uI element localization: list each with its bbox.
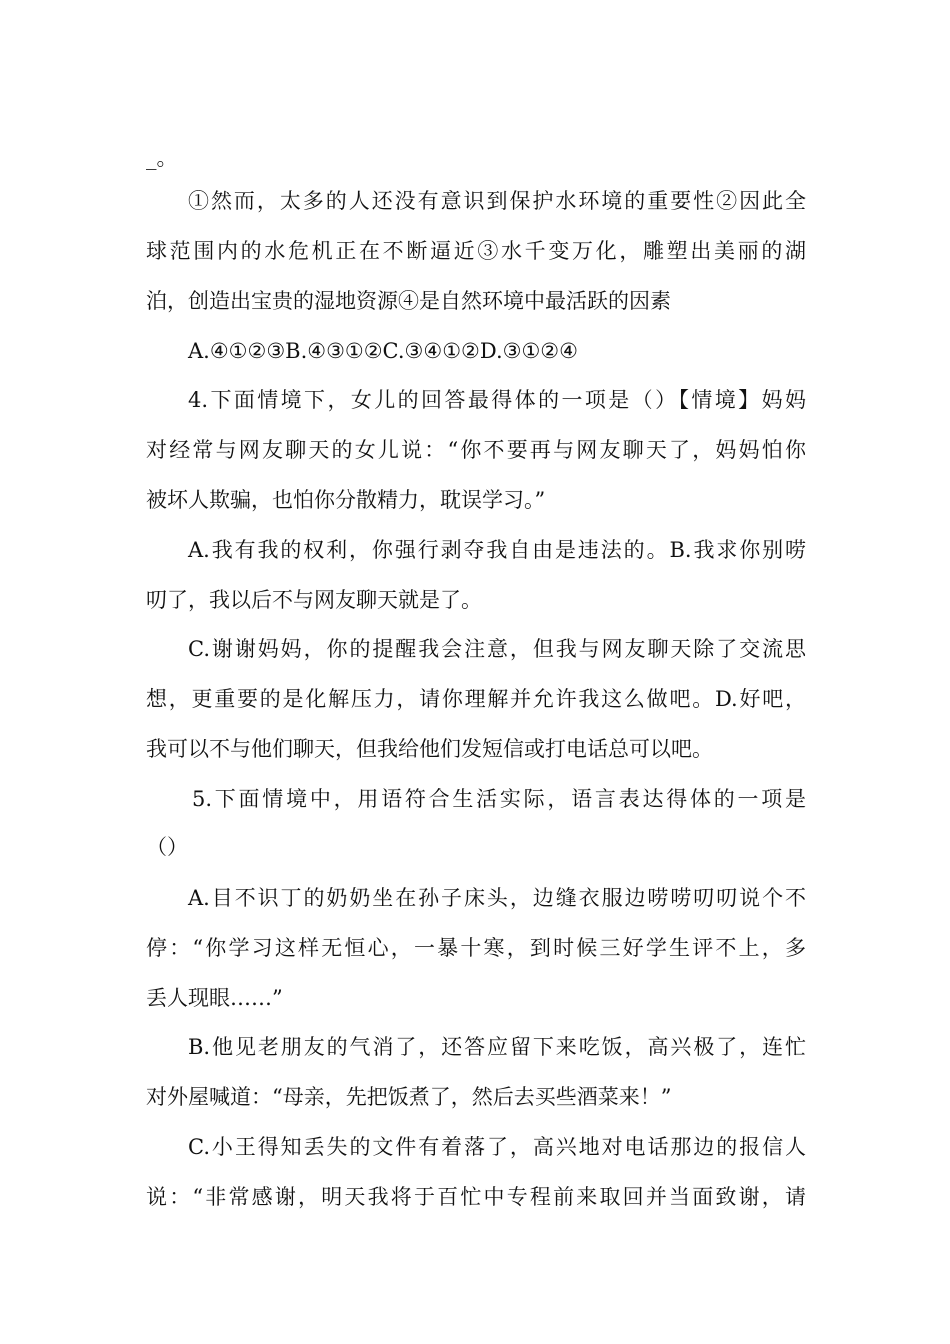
text-line-fragment: _。 [146, 146, 178, 170]
text-line: 对外屋喊道：“母亲，先把饭煮了，然后去买些酒菜来！” [146, 1085, 672, 1109]
text-line-q4-option-a: A.我有我的权利，你强行剥夺我自由是违法的。B.我求你别唠 [188, 538, 806, 562]
text-line: 丢人现眼……” [146, 986, 283, 1010]
text-line-q5-option-c: C.小王得知丢失的文件有着落了，高兴地对电话那边的报信人 [188, 1135, 806, 1159]
text-line-q5-option-b: B.他见老朋友的气消了，还答应留下来吃饭，高兴极了，连忙 [188, 1035, 806, 1059]
text-line: 我可以不与他们聊天，但我给他们发短信或打电话总可以吧。 [146, 737, 713, 761]
text-line: 叨了，我以后不与网友聊天就是了。 [146, 588, 482, 612]
text-line-q5-option-a: A.目不识丁的奶奶坐在孙子床头，边缝衣服边唠唠叨叨说个不 [188, 886, 806, 910]
text-line: （） [146, 835, 188, 859]
text-line: 被坏人欺骗，也怕你分散精力，耽误学习。” [146, 488, 546, 512]
text-line-q5: 5.下面情境中，用语符合生活实际，语言表达得体的一项是 [192, 787, 806, 811]
text-line-q3-options: ①然而，太多的人还没有意识到保护水环境的重要性②因此全 [188, 189, 806, 213]
text-line-q4-option-c: C.谢谢妈妈，你的提醒我会注意，但我与网友聊天除了交流思 [188, 637, 806, 661]
text-line: 说：“非常感谢，明天我将于百忙中专程前来取回并当面致谢，请 [146, 1185, 806, 1209]
text-line-q3-answers: A.④①②③B.④③①②C.③④①②D.③①②④ [188, 339, 578, 363]
text-line: 泊，创造出宝贵的湿地资源④是自然环境中最活跃的因素 [146, 289, 671, 313]
text-line-q4: 4.下面情境下，女儿的回答最得体的一项是（）【情境】妈妈 [188, 388, 806, 412]
text-line: 对经常与网友聊天的女儿说：“你不要再与网友聊天了，妈妈怕你 [146, 438, 806, 462]
text-line: 停：“你学习这样无恒心，一暴十寒，到时候三好学生评不上，多 [146, 936, 806, 960]
text-line: 球范围内的水危机正在不断逼近③水千变万化，雕塑出美丽的湖 [146, 239, 806, 263]
text-line: 想，更重要的是化解压力，请你理解并允许我这么做吧。D.好吧， [146, 687, 806, 711]
